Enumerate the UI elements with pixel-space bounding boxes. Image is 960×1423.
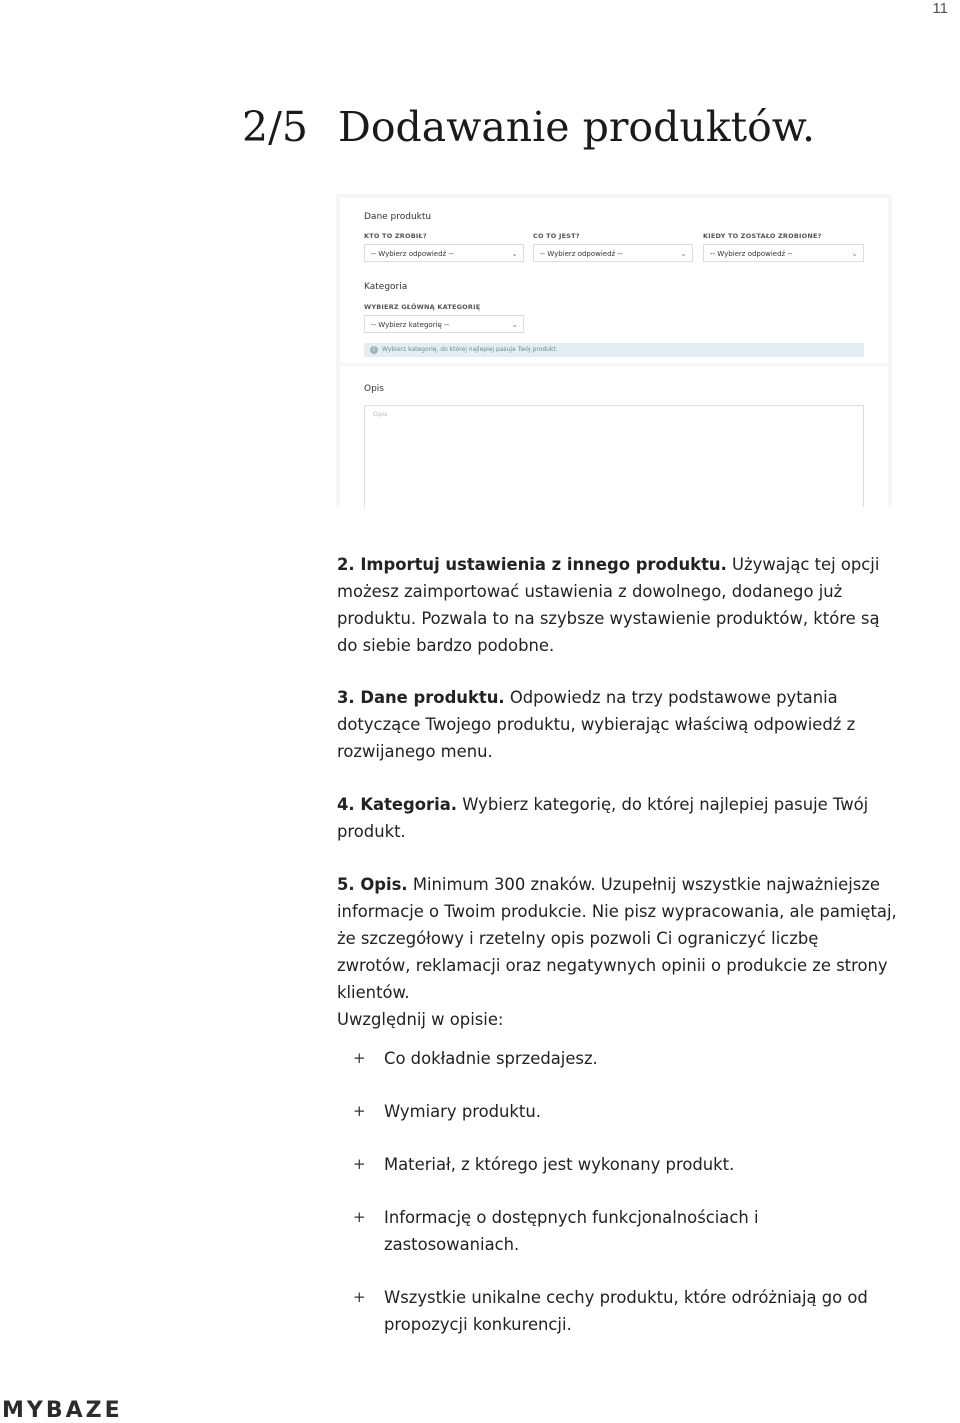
list-item-text: Co dokładnie sprzedajesz. (384, 1049, 598, 1068)
chevron-down-icon: ⌄ (511, 320, 518, 329)
chevron-down-icon: ⌄ (511, 249, 518, 258)
page-heading (242, 103, 815, 151)
product-form-screenshot (336, 194, 892, 507)
list-item (337, 1284, 897, 1338)
plus-icon: + (353, 1102, 366, 1120)
chevron-down-icon: ⌄ (680, 249, 687, 258)
list-item-text: Wszystkie unikalne cechy produktu, które odróżniają go od propozycji konkurencji. (384, 1288, 868, 1334)
paragraph-lead: 5. Opis. (337, 875, 408, 894)
paragraph-category (337, 791, 897, 845)
select-value: -- Wybierz odpowiedź -- (710, 250, 793, 258)
heading-number: 2/5 (242, 103, 308, 151)
who-made-select[interactable] (364, 244, 524, 262)
question-label: KTO TO ZROBIŁ? (364, 232, 427, 240)
list-item (337, 1098, 897, 1125)
list-item (337, 1045, 897, 1072)
page-number: 11 (932, 0, 948, 17)
description-title: Opis (364, 384, 384, 394)
when-made-select[interactable] (703, 244, 864, 262)
paragraph-lead: 4. Kategoria. (337, 795, 458, 814)
paragraph-text: Wybierz kategorię, do której najlepiej pasuje Twój produkt. (337, 795, 869, 841)
main-category-select[interactable] (364, 315, 524, 333)
plus-icon: + (353, 1155, 366, 1173)
list-item-text: Informację o dostępnych funkcjonalnościach i zastosowaniach. (384, 1208, 759, 1254)
heading-title: Dodawanie produktów. (337, 103, 816, 151)
question-label: KIEDY TO ZOSTAŁO ZROBIONE? (703, 232, 822, 240)
what-is-it-select[interactable] (533, 244, 693, 262)
description-textarea[interactable] (364, 405, 864, 507)
paragraph-import (337, 551, 897, 659)
paragraph-text: Używając tej opcji możesz zaimportować ustawienia z dowolnego, dodanego już produktu. Pozwala to na szybsze wystawienie produktów, które są do siebie bardzo podobne. (337, 555, 880, 655)
plus-icon: + (353, 1208, 366, 1226)
plus-icon: + (353, 1049, 366, 1067)
select-value: -- Wybierz odpowiedź -- (540, 250, 623, 258)
select-value: -- Wybierz kategorię -- (371, 321, 450, 329)
main-category-label: WYBIERZ GŁÓWNĄ KATEGORIĘ (364, 303, 481, 311)
product-data-panel (340, 198, 888, 363)
list-item-text: Wymiary produktu. (384, 1102, 541, 1121)
paragraph-text: Minimum 300 znaków. Uzupełnij wszystkie najważniejsze informacje o Twoim produkcie. Nie pisz wypracowania, ale pamiętaj, że szczegółowy i rzetelny opis pozwoli Ci ograniczyć liczbę zwrotów, reklamacji oraz negatywnych opinii o produkcie ze strony klientów. (337, 875, 897, 1002)
list-item (337, 1204, 897, 1258)
paragraph-text: Odpowiedz na trzy podstawowe pytania dotyczące Twojego produktu, wybierając właściwą odpowiedź z rozwijanego menu. (337, 688, 856, 761)
plus-icon: + (353, 1288, 366, 1306)
paragraph-lead: 2. Importuj ustawienia z innego produktu. (337, 555, 727, 574)
chevron-down-icon: ⌄ (851, 249, 858, 258)
paragraph-product-data (337, 684, 897, 765)
paragraph-description (337, 871, 897, 1033)
product-section-title: Dane produktu (364, 212, 432, 222)
info-icon: i (370, 346, 378, 354)
info-text: Wybierz kategorię, do której najlepiej pasuje Twój produkt. (382, 346, 558, 353)
question-label: CO TO JEST? (533, 232, 580, 240)
paragraph-lead: 3. Dane produktu. (337, 688, 505, 707)
list-item-text: Materiał, z którego jest wykonany produkt. (384, 1155, 735, 1174)
select-value: -- Wybierz odpowiedź -- (371, 250, 454, 258)
description-checklist (337, 1045, 897, 1364)
list-item (337, 1151, 897, 1178)
include-intro: Uwzględnij w opisie: (337, 1010, 504, 1029)
description-placeholder: Opis (373, 410, 388, 418)
mybaze-logo: MYBAZE (2, 1398, 123, 1423)
category-section-title: Kategoria (364, 282, 408, 292)
category-info-bar (364, 343, 864, 357)
